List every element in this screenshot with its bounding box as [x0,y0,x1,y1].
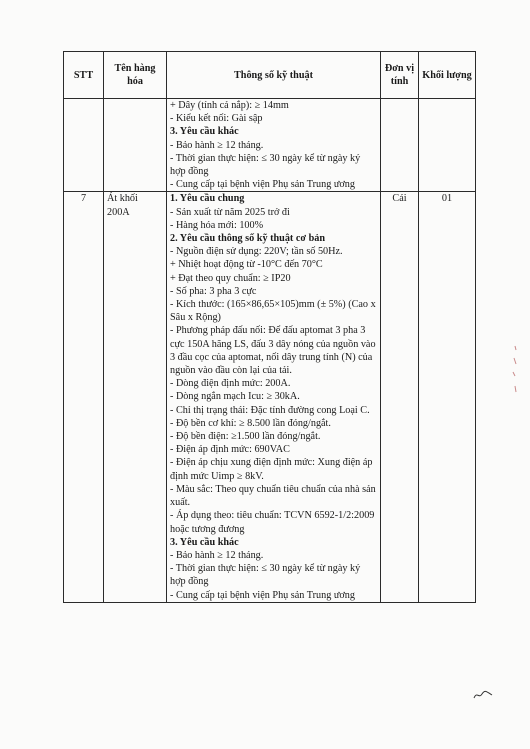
item-unit: Cái [381,192,419,602]
spec-line: - Kích thước: (165×86,65×105)mm (± 5%) (Cao x Sâu x Rộng) [170,299,376,324]
spec-line: - Điện áp chịu xung điện định mức: Xung điện áp định mức Uimp ≥ 8kV. [170,457,373,482]
spec-line: - Hàng hóa mới: 100% [170,219,264,231]
spec-line: - Dòng điện định mức: 200A. [170,378,291,390]
spec-line: - Bảo hành ≥ 12 tháng. [170,549,264,561]
spec-line: - Cung cấp tại bệnh viện Phụ sản Trung ương [170,589,355,601]
spec-line: - Dòng ngắn mạch Icu: ≥ 30kA. [170,391,300,403]
spec-line: - Số pha: 3 pha 3 cực [170,285,257,297]
continued-name-cell [104,99,167,192]
spec-line: - Độ bền cơ khí: ≥ 8.500 lần đóng/ngắt. [170,417,331,429]
item-quantity: 01 [419,192,476,602]
spec-line: - Nguồn điện sử dụng: 220V; tần số 50Hz. [170,246,343,258]
signature-mark [473,689,493,701]
spec-line: - Phương pháp đấu nối: Để đấu aptomat 3 pha 3 cực 150A hãng LS, đấu 3 dây nóng của nguồn vào 3 đầu cọc của aptomat, nối dây trung tính (N) của nguồn vào đầu còn lại của tải. [170,325,376,377]
spec-line: - Bảo hành ≥ 12 tháng. [170,139,264,151]
spec-section-heading: 3. Yêu cầu khác [170,126,239,138]
spec-line: + Đạt theo quy chuẩn: ≥ IP20 [170,272,291,284]
item-spec-cell [167,192,381,602]
spec-line: - Thời gian thực hiện: ≤ 30 ngày kể từ ngày ký hợp đồng [170,152,361,178]
header-specification: Thông số kỹ thuật [167,52,381,99]
spec-line: - Màu sắc: Theo quy chuẩn tiêu chuẩn của nhà sản xuất. [170,483,376,509]
spec-line: - Chỉ thị trạng thái: Đặc tính đường cong Loại C. [170,404,370,416]
continued-stt-cell [64,99,104,192]
continued-unit-cell [381,99,419,192]
item-spec-lines [170,192,377,601]
header-quantity: Khối lượng [419,52,476,99]
continued-qty-cell [419,99,476,192]
header-item-name: Tên hàng hóa [104,52,167,99]
table-row-item-7 [64,192,476,602]
spec-line: - Thời gian thực hiện: ≤ 30 ngày kể từ ngày ký hợp đồng [170,563,361,588]
spec-line: - Điện áp định mức: 690VAC [170,444,290,456]
spec-line: - Độ bền điện: ≥1.500 lần đóng/ngắt. [170,431,321,443]
specification-table [63,51,476,603]
item-stt: 7 [64,192,104,602]
spec-section-heading: 2. Yêu cầu thông số kỹ thuật cơ bản [170,233,325,245]
spec-section-heading: 1. Yêu cầu chung [170,193,245,205]
spec-line: + Dây (tính cả nắp): ≥ 14mm [170,100,289,111]
table-header-row [64,52,476,99]
spec-line: + Nhiệt hoạt động từ -10°C đến 70°C [170,259,323,271]
item-name: Át khối 200A [104,192,167,602]
header-unit: Đơn vị tính [381,52,419,99]
continued-spec-lines [170,99,377,191]
header-stt: STT [64,52,104,99]
continued-spec-cell [167,99,381,192]
page-edge-marks [508,342,522,402]
spec-line: - Cung cấp tại bệnh viện Phụ sản Trung ương [170,179,355,191]
spec-line: - Sản xuất từ năm 2025 trở đi [170,206,290,218]
spec-line: - Kiểu kết nối: Gài sập [170,113,263,125]
table-row-continued [64,99,476,192]
spec-section-heading: 3. Yêu cầu khác [170,536,239,548]
spec-line: - Áp dụng theo: tiêu chuẩn: TCVN 6592-1/2:2009 hoặc tương đương [170,510,375,535]
